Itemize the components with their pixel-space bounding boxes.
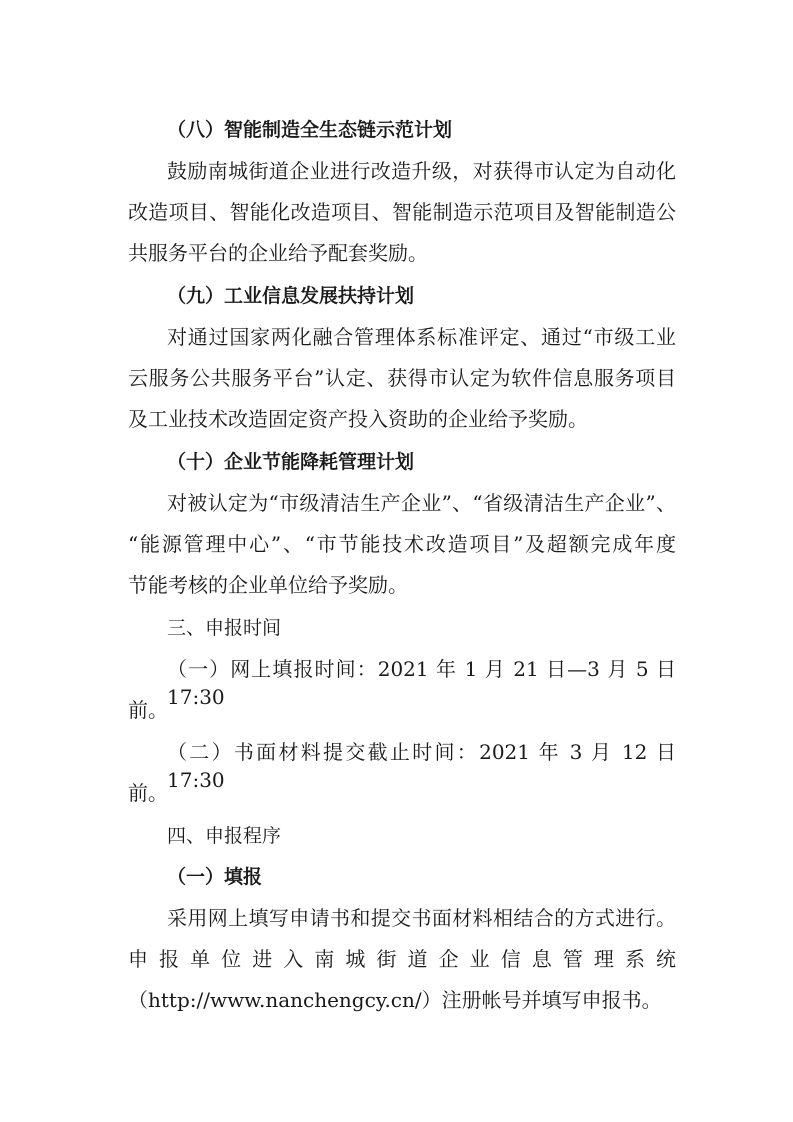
procedure-1-line-3: （http://www.nanchengcy.cn/）注册帐号并填写申报书。 xyxy=(128,988,662,1012)
procedure-1-line-1: 采用网上填写申请书和提交书面材料相结合的方式进行。 xyxy=(167,906,676,930)
procedure-1-line-2: 申报单位进入南城街道企业信息管理系统 xyxy=(128,947,676,971)
section-8-line-1: 鼓励南城街道企业进行改造升级，对获得市认定为自动化 xyxy=(167,159,676,183)
section-8-line-2: 改造项目、智能化改造项目、智能制造示范项目及智能制造公 xyxy=(128,200,676,224)
section-9-line-2: 云服务公共服务平台”认定、获得市认定为软件信息服务项目 xyxy=(128,366,676,390)
section-10-line-3: 节能考核的企业单位给予奖励。 xyxy=(128,573,408,597)
section-8-line-3: 共服务平台的企业给予配套奖励。 xyxy=(128,241,428,265)
section-10-title: （十）企业节能降耗管理计划 xyxy=(167,451,415,473)
heading-4-apply-procedure: 四、申报程序 xyxy=(167,825,282,847)
section-10-line-2: “能源管理中心”、“市节能技术改造项目”及超额完成年度 xyxy=(128,532,676,556)
time-2-line-2: 前。 xyxy=(128,781,168,805)
time-2-line-1: （二）书面材料提交截止时间：2021 年 3 月 12 日 17:30 xyxy=(167,740,676,792)
procedure-1-title: （一）填报 xyxy=(167,866,263,888)
time-1-line-1: （一）网上填报时间：2021 年 1 月 21 日—3 月 5 日 17:30 xyxy=(167,657,676,709)
heading-3-apply-time: 三、申报时间 xyxy=(167,617,282,639)
section-10-line-1: 对被认定为“市级清洁生产企业”、“省级清洁生产企业”、 xyxy=(167,491,676,515)
section-9-line-1: 对通过国家两化融合管理体系标准评定、通过“市级工业 xyxy=(167,325,676,349)
section-8-title: （八）智能制造全生态链示范计划 xyxy=(167,119,453,141)
section-9-title: （九）工业信息发展扶持计划 xyxy=(167,285,415,307)
time-1-line-2: 前。 xyxy=(128,698,168,722)
section-9-line-3: 及工业技术改造固定资产投入资助的企业给予奖励。 xyxy=(128,407,588,431)
